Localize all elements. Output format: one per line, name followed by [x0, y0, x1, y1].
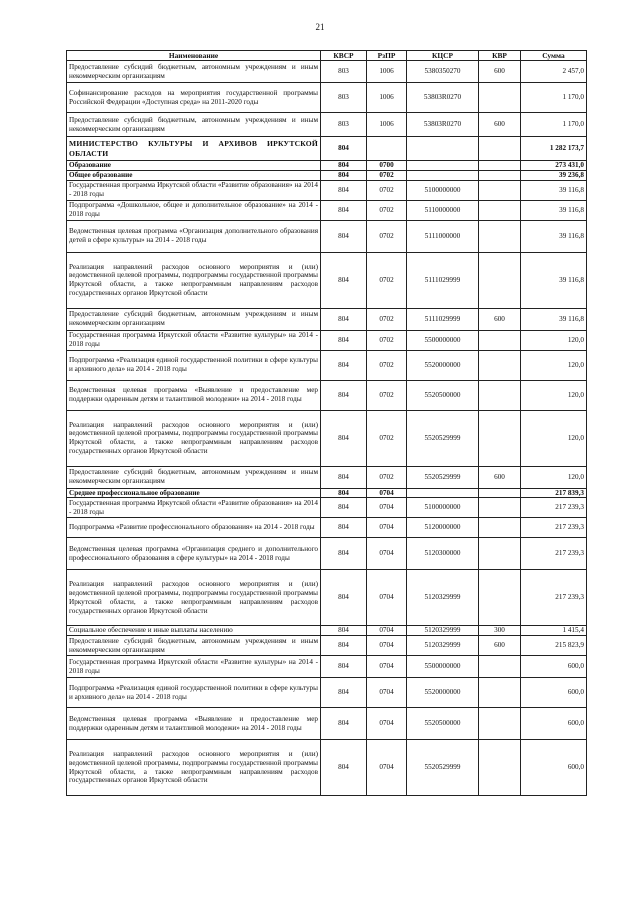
table-cell-kvr — [479, 570, 521, 626]
header-name: Наименование — [67, 51, 321, 61]
table-row — [67, 538, 587, 570]
table-cell-kvr — [479, 350, 521, 380]
table-cell-rzpr: 0704 — [367, 740, 407, 796]
table-cell-kvr — [479, 678, 521, 708]
table-cell-sum: 215 823,9 — [521, 636, 587, 656]
table-cell-name: Предоставление субсидий бюджетным, автономным учреждениям и иным некоммерческим организациям — [67, 636, 321, 656]
table-cell-sum: 217 239,3 — [521, 538, 587, 570]
table-cell-sum: 217 239,3 — [521, 498, 587, 518]
table-cell-kcsr: 5120000000 — [407, 518, 479, 538]
table-cell-kcsr: 5380350270 — [407, 61, 479, 83]
table-cell-kvr — [479, 252, 521, 308]
table-cell-kvr — [479, 200, 521, 220]
table-cell-sum: 39 116,8 — [521, 200, 587, 220]
table-cell-name: Общее образование — [67, 170, 321, 180]
table-row — [67, 740, 587, 796]
table-cell-kcsr: 5120300000 — [407, 538, 479, 570]
table-cell-kvsr: 803 — [321, 61, 367, 83]
table-cell-kvr — [479, 170, 521, 180]
table-cell-kvsr: 804 — [321, 636, 367, 656]
table-cell-kvsr: 804 — [321, 380, 367, 410]
table-row — [67, 488, 587, 498]
table-cell-name: Ведомственная целевая программа «Выявление и предоставление мер поддержки одаренным детям и талантливой молодежи» на 2014 - 2018 годы — [67, 708, 321, 740]
table-row — [67, 380, 587, 410]
table-cell-rzpr: 0704 — [367, 538, 407, 570]
table-cell-sum: 1 170,0 — [521, 113, 587, 137]
table-cell-sum: 39 236,8 — [521, 170, 587, 180]
table-row — [67, 656, 587, 678]
table-row — [67, 137, 587, 161]
table-cell-rzpr: 0704 — [367, 626, 407, 636]
table-cell-kvsr: 804 — [321, 200, 367, 220]
table-cell-kvr: 600 — [479, 636, 521, 656]
table-cell-kvr: 600 — [479, 113, 521, 137]
table-cell-sum: 120,0 — [521, 466, 587, 488]
table-cell-kvsr: 804 — [321, 488, 367, 498]
header-kvr: КВР — [479, 51, 521, 61]
table-row — [67, 252, 587, 308]
table-cell-kvr — [479, 518, 521, 538]
table-cell-rzpr: 0704 — [367, 488, 407, 498]
table-cell-sum: 217 839,3 — [521, 488, 587, 498]
table-row — [67, 678, 587, 708]
table-cell-kcsr — [407, 170, 479, 180]
header-sum: Сумма — [521, 51, 587, 61]
table-cell-kcsr: 5520500000 — [407, 380, 479, 410]
table-cell-kcsr: 5520529999 — [407, 740, 479, 796]
table-cell-name: Социальное обеспечение и иные выплаты населению — [67, 626, 321, 636]
table-cell-name: Государственная программа Иркутской области «Развитие образования» на 2014 - 2018 годы — [67, 180, 321, 200]
table-cell-rzpr: 0702 — [367, 252, 407, 308]
table-cell-kvsr: 804 — [321, 538, 367, 570]
table-cell-sum: 273 431,0 — [521, 161, 587, 171]
table-cell-kcsr: 5520500000 — [407, 708, 479, 740]
table-cell-name: Подпрограмма «Развитие профессионального образования» на 2014 - 2018 годы — [67, 518, 321, 538]
table-cell-kvsr: 803 — [321, 83, 367, 113]
table-cell-rzpr: 0704 — [367, 656, 407, 678]
table-cell-kcsr: 5500000000 — [407, 330, 479, 350]
table-cell-kcsr — [407, 137, 479, 161]
table-cell-rzpr: 0704 — [367, 708, 407, 740]
table-cell-name: Государственная программа Иркутской области «Развитие культуры» на 2014 - 2018 годы — [67, 656, 321, 678]
table-cell-kcsr: 5111029999 — [407, 252, 479, 308]
table-cell-sum: 217 239,3 — [521, 518, 587, 538]
table-cell-kcsr: 5120329999 — [407, 626, 479, 636]
table-row — [67, 410, 587, 466]
table-cell-sum: 39 116,8 — [521, 252, 587, 308]
table-cell-name: Среднее профессиональное образование — [67, 488, 321, 498]
table-cell-rzpr: 0702 — [367, 410, 407, 466]
table-cell-kcsr: 5111029999 — [407, 308, 479, 330]
table-row — [67, 180, 587, 200]
table-cell-sum: 600,0 — [521, 678, 587, 708]
table-cell-name: Государственная программа Иркутской области «Развитие образования» на 2014 - 2018 годы — [67, 498, 321, 518]
table-cell-kvsr: 804 — [321, 330, 367, 350]
table-cell-sum: 120,0 — [521, 410, 587, 466]
table-cell-rzpr: 0704 — [367, 570, 407, 626]
table-cell-kvr — [479, 330, 521, 350]
table-cell-name: Предоставление субсидий бюджетным, автономным учреждениям и иным некоммерческим организациям — [67, 308, 321, 330]
table-cell-kvsr: 804 — [321, 740, 367, 796]
table-cell-kvsr: 804 — [321, 180, 367, 200]
table-cell-rzpr: 0702 — [367, 200, 407, 220]
table-cell-name: Реализация направлений расходов основного мероприятия и (или) ведомственной целевой программы, подпрограммы государственной программы Иркутской области, а также непрограммным направлениям расходов государственных органов Иркутской области — [67, 252, 321, 308]
table-row — [67, 498, 587, 518]
table-cell-kvsr: 804 — [321, 678, 367, 708]
table-cell-sum: 600,0 — [521, 708, 587, 740]
table-row — [67, 170, 587, 180]
table-cell-sum: 120,0 — [521, 330, 587, 350]
table-cell-kvsr: 804 — [321, 570, 367, 626]
table-cell-kvr — [479, 137, 521, 161]
header-kvsr: КВСР — [321, 51, 367, 61]
table-cell-rzpr: 0704 — [367, 498, 407, 518]
table-cell-kcsr: 5500000000 — [407, 656, 479, 678]
table-cell-rzpr: 0700 — [367, 161, 407, 171]
table-cell-name: Подпрограмма «Реализация единой государственной политики в сфере культуры и архивного дела» на 2014 - 2018 годы — [67, 350, 321, 380]
table-cell-kcsr — [407, 488, 479, 498]
table-cell-sum: 1 170,0 — [521, 83, 587, 113]
table-cell-name: Предоставление субсидий бюджетным, автономным учреждениям и иным некоммерческим организациям — [67, 466, 321, 488]
table-cell-kvr: 600 — [479, 308, 521, 330]
table-cell-rzpr: 0702 — [367, 220, 407, 252]
table-cell-kvsr: 803 — [321, 113, 367, 137]
table-cell-rzpr: 0702 — [367, 180, 407, 200]
table-cell-rzpr: 0702 — [367, 350, 407, 380]
table-cell-kcsr: 5111000000 — [407, 220, 479, 252]
table-cell-kvr — [479, 740, 521, 796]
table-cell-kvr — [479, 83, 521, 113]
table-cell-sum: 39 116,8 — [521, 220, 587, 252]
table-cell-kvsr: 804 — [321, 350, 367, 380]
table-cell-sum: 600,0 — [521, 656, 587, 678]
table-cell-name: Образование — [67, 161, 321, 171]
table-row — [67, 626, 587, 636]
table-cell-name: Подпрограмма «Дошкольное, общее и дополнительное образование» на 2014 - 2018 годы — [67, 200, 321, 220]
table-cell-kcsr: 5100000000 — [407, 180, 479, 200]
table-cell-kvr: 300 — [479, 626, 521, 636]
table-row — [67, 200, 587, 220]
table-cell-kcsr: 5520529999 — [407, 466, 479, 488]
table-cell-kvsr: 804 — [321, 170, 367, 180]
table-header-row — [67, 51, 587, 61]
table-cell-rzpr: 0702 — [367, 380, 407, 410]
table-cell-rzpr — [367, 137, 407, 161]
table-cell-name: Реализация направлений расходов основного мероприятия и (или) ведомственной целевой программы, подпрограммы государственной программы Иркутской области, а также непрограммным направлениям расходов государственных органов Иркутской области — [67, 570, 321, 626]
table-cell-kcsr: 5520000000 — [407, 350, 479, 380]
table-cell-kvr: 600 — [479, 466, 521, 488]
table-cell-kcsr: 5110000000 — [407, 200, 479, 220]
table-cell-kvr — [479, 498, 521, 518]
table-cell-name: Государственная программа Иркутской области «Развитие культуры» на 2014 - 2018 годы — [67, 330, 321, 350]
table-cell-kvr — [479, 538, 521, 570]
table-cell-rzpr: 0702 — [367, 330, 407, 350]
table-cell-kcsr: 5520000000 — [407, 678, 479, 708]
table-cell-kcsr: 5120329999 — [407, 570, 479, 626]
table-cell-rzpr: 0704 — [367, 518, 407, 538]
table-row — [67, 466, 587, 488]
table-cell-kcsr: 5100000000 — [407, 498, 479, 518]
table-cell-sum: 217 239,3 — [521, 570, 587, 626]
table-cell-sum: 120,0 — [521, 380, 587, 410]
table-cell-name: Софинансирование расходов на мероприятия государственной программы Российской Федерации «Доступная среда» на 2011-2020 годы — [67, 83, 321, 113]
table-cell-kvr — [479, 380, 521, 410]
table-cell-name: МИНИСТЕРСТВО КУЛЬТУРЫ И АРХИВОВ ИРКУТСКОЙ ОБЛАСТИ — [67, 137, 321, 161]
table-cell-name: Реализация направлений расходов основного мероприятия и (или) ведомственной целевой программы, подпрограммы государственной программы Иркутской области, а также непрограммным направлениям расходов государственных органов Иркутской области — [67, 410, 321, 466]
table-row — [67, 708, 587, 740]
table-cell-rzpr: 0702 — [367, 466, 407, 488]
table-cell-kvr — [479, 708, 521, 740]
table-cell-sum: 1 415,4 — [521, 626, 587, 636]
table-cell-kcsr: 5120329999 — [407, 636, 479, 656]
table-row — [67, 518, 587, 538]
table-cell-name: Предоставление субсидий бюджетным, автономным учреждениям и иным некоммерческим организациям — [67, 61, 321, 83]
table-cell-kvr — [479, 180, 521, 200]
table-cell-kvsr: 804 — [321, 466, 367, 488]
table-cell-name: Реализация направлений расходов основного мероприятия и (или) ведомственной целевой программы, подпрограммы государственной программы Иркутской области, а также непрограммным направлениям расходов государственных органов Иркутской области — [67, 740, 321, 796]
table-cell-kcsr: 53803R0270 — [407, 83, 479, 113]
table-cell-sum: 39 116,8 — [521, 180, 587, 200]
table-row — [67, 636, 587, 656]
table-cell-kvr: 600 — [479, 61, 521, 83]
table-row — [67, 220, 587, 252]
table-cell-kvr — [479, 161, 521, 171]
table-cell-kcsr: 5520529999 — [407, 410, 479, 466]
table-cell-rzpr: 0702 — [367, 308, 407, 330]
table-row — [67, 83, 587, 113]
table-cell-sum: 120,0 — [521, 350, 587, 380]
table-cell-name: Ведомственная целевая программа «Организация дополнительного образования детей в сфере культуры» на 2014 - 2018 годы — [67, 220, 321, 252]
table-cell-rzpr: 1006 — [367, 61, 407, 83]
table-cell-kvsr: 804 — [321, 498, 367, 518]
table-cell-rzpr: 0704 — [367, 678, 407, 708]
header-rzpr: РзПР — [367, 51, 407, 61]
table-cell-sum: 600,0 — [521, 740, 587, 796]
table-cell-kcsr: 53803R0270 — [407, 113, 479, 137]
table-cell-kvr — [479, 410, 521, 466]
page-number: 21 — [315, 22, 325, 32]
table-cell-kvsr: 804 — [321, 656, 367, 678]
table-cell-kvsr: 804 — [321, 708, 367, 740]
table-row — [67, 330, 587, 350]
table-cell-kvsr: 804 — [321, 220, 367, 252]
table-cell-kvsr: 804 — [321, 161, 367, 171]
table-cell-kvsr: 804 — [321, 626, 367, 636]
table-cell-name: Подпрограмма «Реализация единой государственной политики в сфере культуры и архивного дела» на 2014 - 2018 годы — [67, 678, 321, 708]
budget-table — [66, 50, 587, 796]
table-cell-sum: 1 282 173,7 — [521, 137, 587, 161]
table-cell-kcsr — [407, 161, 479, 171]
table-cell-kvsr: 804 — [321, 518, 367, 538]
table-cell-kvsr: 804 — [321, 308, 367, 330]
table-cell-name: Предоставление субсидий бюджетным, автономным учреждениям и иным некоммерческим организациям — [67, 113, 321, 137]
table-row — [67, 308, 587, 330]
table-cell-name: Ведомственная целевая программа «Организация среднего и дополнительного профессионального образования в сфере культуры» на 2014 - 2018 годы — [67, 538, 321, 570]
table-cell-kvsr: 804 — [321, 137, 367, 161]
table-row — [67, 570, 587, 626]
table-cell-sum: 2 457,0 — [521, 61, 587, 83]
table-cell-rzpr: 1006 — [367, 113, 407, 137]
table-row — [67, 61, 587, 83]
table-row — [67, 113, 587, 137]
table-row — [67, 350, 587, 380]
table-cell-name: Ведомственная целевая программа «Выявление и предоставление мер поддержки одаренным детям и талантливой молодежи» на 2014 - 2018 годы — [67, 380, 321, 410]
table-cell-rzpr: 0704 — [367, 636, 407, 656]
table-row — [67, 161, 587, 171]
table-cell-kvr — [479, 220, 521, 252]
table-cell-sum: 39 116,8 — [521, 308, 587, 330]
table-cell-rzpr: 1006 — [367, 83, 407, 113]
header-kcsr: КЦСР — [407, 51, 479, 61]
table-cell-kvr — [479, 488, 521, 498]
table-cell-kvsr: 804 — [321, 410, 367, 466]
table-cell-kvsr: 804 — [321, 252, 367, 308]
table-cell-kvr — [479, 656, 521, 678]
table-cell-rzpr: 0702 — [367, 170, 407, 180]
